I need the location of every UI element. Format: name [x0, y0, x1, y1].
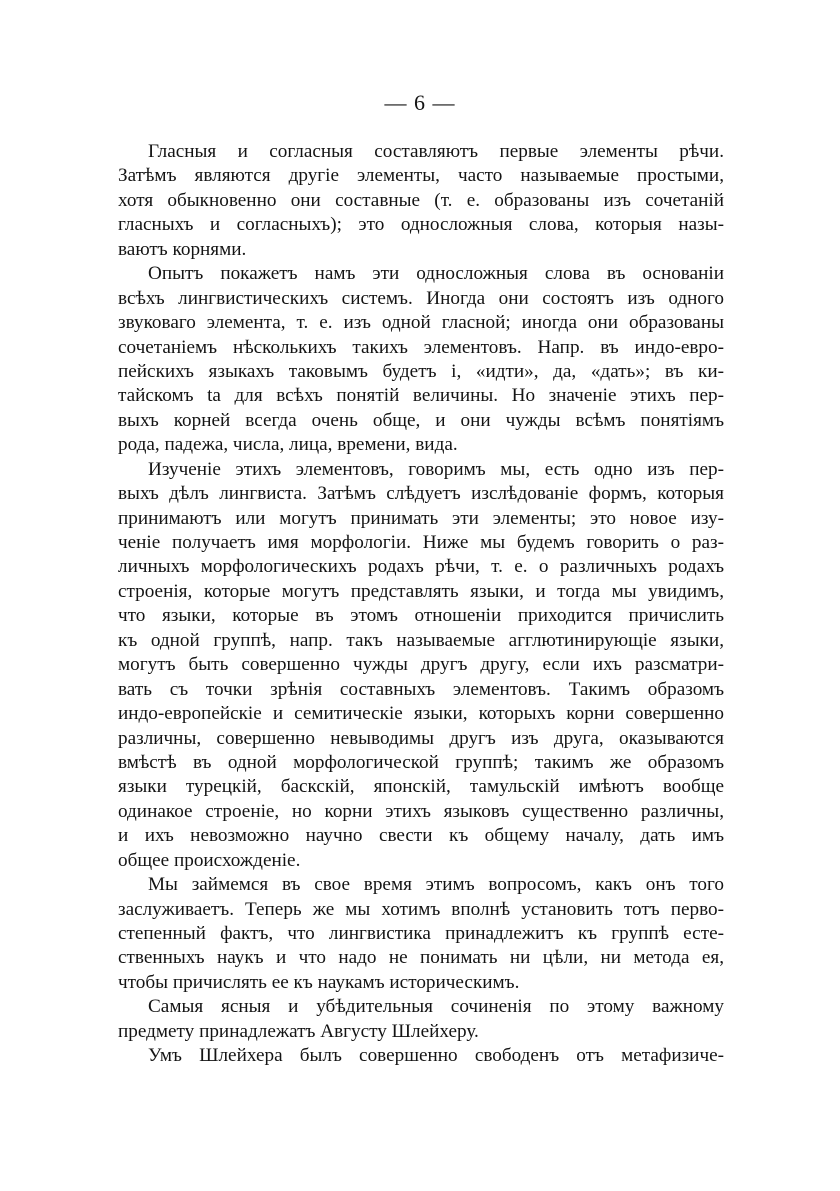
paragraph: [118, 458, 724, 873]
text-line: Затѣмъ являются другіе элементы, часто называемые простыми,: [118, 165, 724, 187]
text-line: ственныхъ наукъ и что надо не понимать ни цѣли, ни метода ея,: [118, 947, 724, 969]
text-line: вать съ точки зрѣнія составныхъ элементовъ. Такимъ образомъ: [118, 678, 724, 700]
text-line: чтобы причислять ее къ наукамъ историческимъ.: [118, 971, 520, 993]
text-line: одинакое строеніе, но корни этихъ языковъ существенно различны,: [118, 800, 724, 822]
paragraph: [118, 1044, 724, 1068]
text-line: различны, совершенно невыводимы другъ изъ друга, оказываются: [118, 727, 724, 749]
text-line: выхъ корней всегда очень обще, и они чужды всѣмъ понятіямъ: [118, 409, 724, 431]
body-text: [118, 140, 724, 1069]
text-line: индо-европейскіе и семитическіе языки, которыхъ корни совершенно: [118, 703, 724, 725]
page-number: — 6 —: [384, 90, 456, 115]
text-line: Мы займемся въ свое время этимъ вопросомъ, какъ онъ того: [148, 874, 724, 896]
text-line: Самыя ясныя и убѣдительныя сочиненія по этому важному: [148, 996, 724, 1018]
text-line: ченіе получаетъ имя морфологіи. Ниже мы будемъ говорить о раз-: [118, 532, 724, 553]
text-line: языки турецкій, баскскій, японскій, тамульскій имѣютъ вообще: [118, 776, 724, 798]
text-line: могутъ быть совершенно чужды другъ другу, если ихъ разсматри-: [118, 654, 724, 676]
text-line: выхъ дѣлъ лингвиста. Затѣмъ слѣдуетъ изслѣдованіе формъ, которыя: [118, 483, 724, 505]
text-line: что языки, которые въ этомъ отношеніи приходится причислить: [118, 605, 724, 627]
text-line: строенія, которые могутъ представлять языки, и тогда мы увидимъ,: [118, 580, 724, 602]
text-line: всѣхъ лингвистическихъ системъ. Иногда они состоятъ изъ одного: [118, 287, 724, 309]
text-line: принимаютъ или могутъ принимать эти элементы; это новое изу-: [118, 507, 724, 529]
text-line: рода, падежа, числа, лица, времени, вида.: [118, 434, 458, 456]
text-line: заслуживаетъ. Теперь же мы хотимъ вполнѣ установить тотъ перво-: [118, 898, 724, 920]
text-line: личныхъ морфологическихъ родахъ рѣчи, т. е. о различныхъ родахъ: [118, 556, 724, 578]
paragraph: [118, 262, 724, 458]
paragraph: [118, 140, 724, 262]
text-line: вмѣстѣ въ одной морфологической группѣ; такимъ же образомъ: [118, 751, 724, 773]
text-line: и ихъ невозможно научно свести къ общему началу, дать имъ: [118, 825, 724, 847]
text-line: предмету принадлежатъ Августу Шлейхеру.: [118, 1020, 479, 1042]
text-line: ваютъ корнями.: [118, 238, 247, 260]
text-line: пейскихъ языкахъ таковымъ будетъ і, «идти», да, «дать»; въ ки-: [118, 360, 724, 382]
text-line: звуковаго элемента, т. е. изъ одной гласной; иногда они образованы: [118, 312, 724, 334]
text-line: общее происхожденіе.: [118, 849, 301, 871]
text-line: Умъ Шлейхера былъ совершенно свободенъ отъ метафизиче-: [148, 1045, 724, 1067]
text-line: тайскомъ ta для всѣхъ понятій величины. Но значеніе этихъ пер-: [118, 385, 724, 407]
text-line: хотя обыкновенно они составные (т. е. образованы изъ сочетаній: [118, 189, 724, 211]
text-line: Опытъ покажетъ намъ эти односложныя слова въ основаніи: [148, 263, 724, 285]
text-line: къ одной группѣ, напр. такъ называемые агглютинирующіе языки,: [118, 629, 724, 651]
text-line: Гласныя и согласныя составляютъ первые элементы рѣчи.: [148, 141, 724, 162]
text-line: степенный фактъ, что лингвистика принадлежитъ къ группѣ есте-: [118, 923, 724, 944]
text-line: Изученіе этихъ элементовъ, говоримъ мы, есть одно изъ пер-: [148, 458, 724, 480]
text-line: сочетаніемъ нѣсколькихъ такихъ элементовъ. Напр. въ индо-евро-: [118, 336, 724, 358]
text-line: гласныхъ и согласныхъ); это односложныя слова, которыя назы-: [118, 214, 724, 236]
paragraph: [118, 873, 724, 995]
paragraph: [118, 995, 724, 1044]
